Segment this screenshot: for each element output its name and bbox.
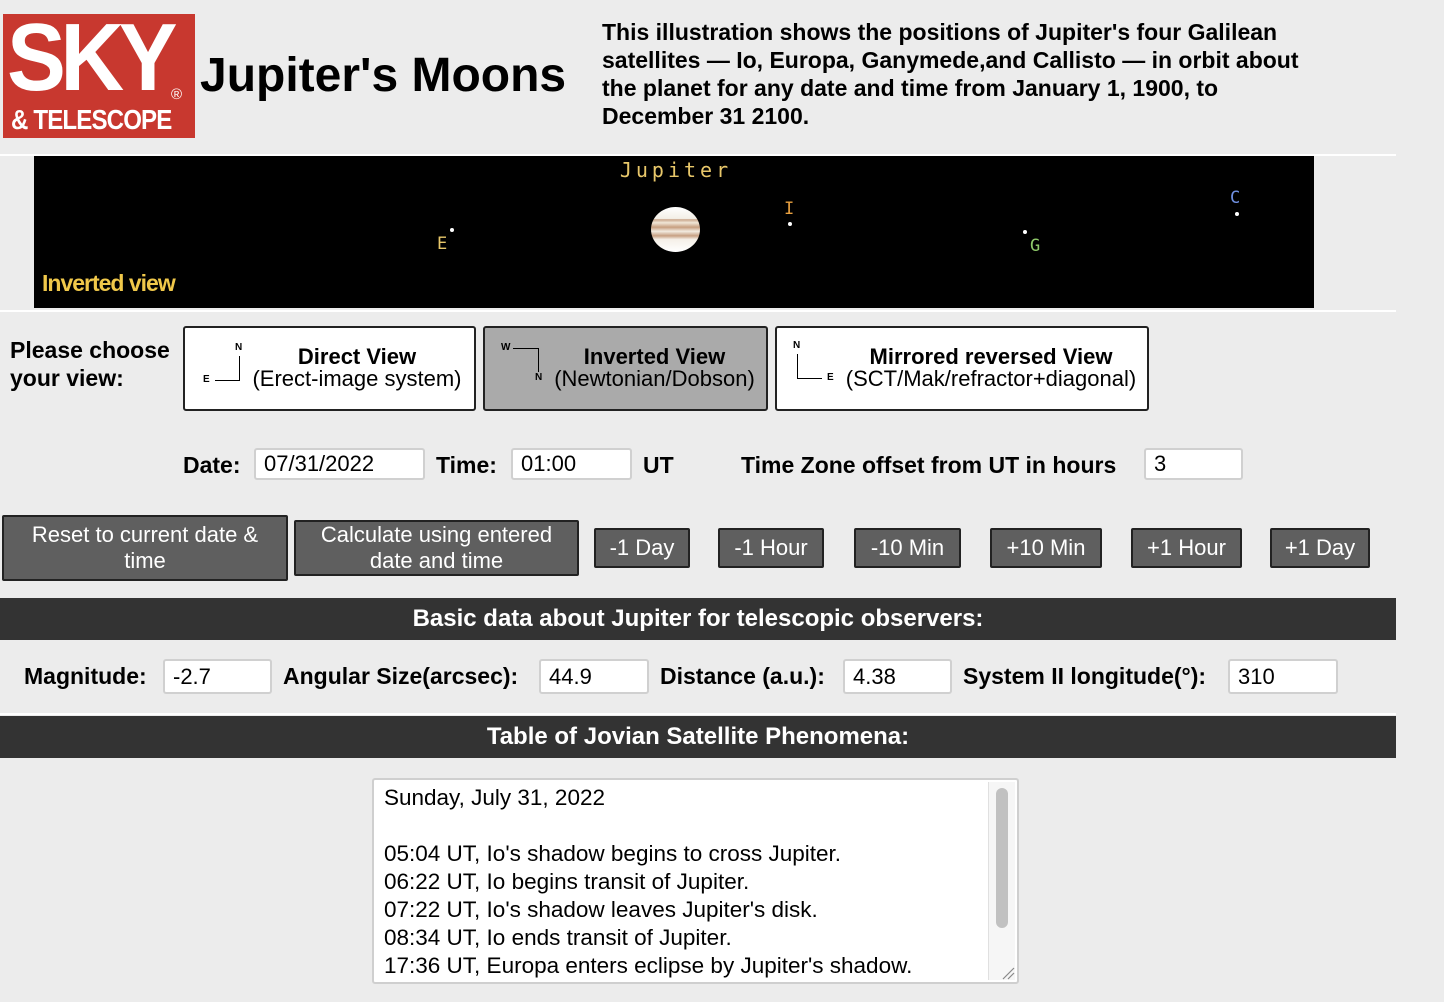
orientation-icon: N E (793, 340, 834, 383)
callisto-dot (1235, 212, 1239, 216)
minus-10-min-button[interactable]: -10 Min (854, 528, 961, 568)
magnitude-field[interactable] (163, 659, 272, 694)
view-prompt-line1: Please choose (10, 337, 170, 363)
magnitude-label: Magnitude: (24, 663, 147, 689)
jupiter-planet (651, 207, 700, 252)
callisto-label: C (1230, 188, 1241, 208)
distance-field[interactable] (843, 659, 952, 694)
resize-grip-icon[interactable] (1001, 966, 1015, 980)
logo-registered-mark: ® (171, 86, 183, 103)
page-title: Jupiter's Moons (200, 49, 567, 102)
view-prompt (10, 336, 170, 392)
orientation-icon: N E (203, 342, 243, 385)
direct-view-button[interactable] (183, 326, 476, 411)
timezone-label: Time Zone offset from UT in hours (741, 452, 1117, 478)
sky-telescope-logo[interactable] (3, 14, 195, 138)
mirrored-view-button[interactable] (775, 326, 1149, 411)
timezone-input[interactable] (1144, 448, 1243, 480)
io-label: I (784, 199, 795, 219)
basic-data-heading: Basic data about Jupiter for telescopic observers: (0, 598, 1396, 640)
date-input[interactable] (254, 448, 425, 480)
ganymede-dot (1023, 230, 1027, 234)
minus-day-button[interactable]: -1 Day (594, 528, 690, 568)
scrollbar-thumb[interactable] (996, 788, 1008, 928)
reset-button[interactable]: Reset to current date & time (2, 515, 288, 581)
minus-hour-button[interactable]: -1 Hour (718, 528, 824, 568)
calculate-button[interactable]: Calculate using entered date and time (294, 520, 579, 576)
plus-day-button[interactable]: +1 Day (1270, 528, 1370, 568)
divider (0, 713, 1396, 715)
intro-text: This illustration shows the positions of Jupiter's four Galilean satellites — Io, Europa, Ganymede,and Callisto — in orbit about the planet for any date and time from January 1, 1900, to December 31 2100. (602, 19, 1299, 129)
view-prompt-line2: your view: (10, 365, 124, 391)
jupiter-label: Jupiter (619, 158, 733, 182)
europa-dot (450, 228, 454, 232)
plus-10-min-button[interactable]: +10 Min (990, 528, 1102, 568)
ut-label: UT (643, 452, 674, 478)
phenomena-textarea[interactable] (372, 778, 1019, 984)
direct-view-text: Direct View (Erect-image system) (252, 344, 462, 391)
inverted-view-text: Inverted View (Newtonian/Dobson) (554, 344, 755, 391)
ganymede-label: G (1030, 236, 1041, 256)
view-mode-label: Inverted view (42, 270, 175, 296)
angular-size-field[interactable] (539, 659, 649, 694)
time-label: Time: (436, 452, 497, 478)
orientation-icon: W N (501, 342, 543, 383)
longitude-label: System II longitude(°): (963, 663, 1207, 689)
jupiter-sky-view (34, 156, 1314, 308)
io-dot (788, 222, 792, 226)
mirrored-view-text: Mirrored reversed View (SCT/Mak/refractor+diagonal) (845, 344, 1137, 391)
logo-sky-text: SKY (7, 14, 173, 111)
plus-hour-button[interactable]: +1 Hour (1131, 528, 1242, 568)
inverted-view-button[interactable] (483, 326, 768, 411)
phenomena-heading: Table of Jovian Satellite Phenomena: (0, 716, 1396, 758)
longitude-field[interactable] (1228, 659, 1338, 694)
angular-size-label: Angular Size(arcsec): (283, 663, 519, 689)
europa-label: E (437, 234, 448, 254)
logo-telescope-text: & TELESCOPE (11, 104, 172, 135)
date-label: Date: (183, 452, 241, 478)
divider (0, 310, 1396, 312)
time-input[interactable] (511, 448, 632, 480)
phenomena-text: Sunday, July 31, 2022 05:04 UT, Io's shadow begins to cross Jupiter. 06:22 UT, Io begins transit of Jupiter. 07:22 UT, Io's shadow leaves Jupiter's disk. 08:34 UT, Io ends transit of Jupiter. 17:36 UT, Europa enters eclipse by Jupiter's shadow. (384, 785, 913, 978)
scrollbar[interactable] (988, 782, 1015, 980)
distance-label: Distance (a.u.): (660, 663, 825, 689)
